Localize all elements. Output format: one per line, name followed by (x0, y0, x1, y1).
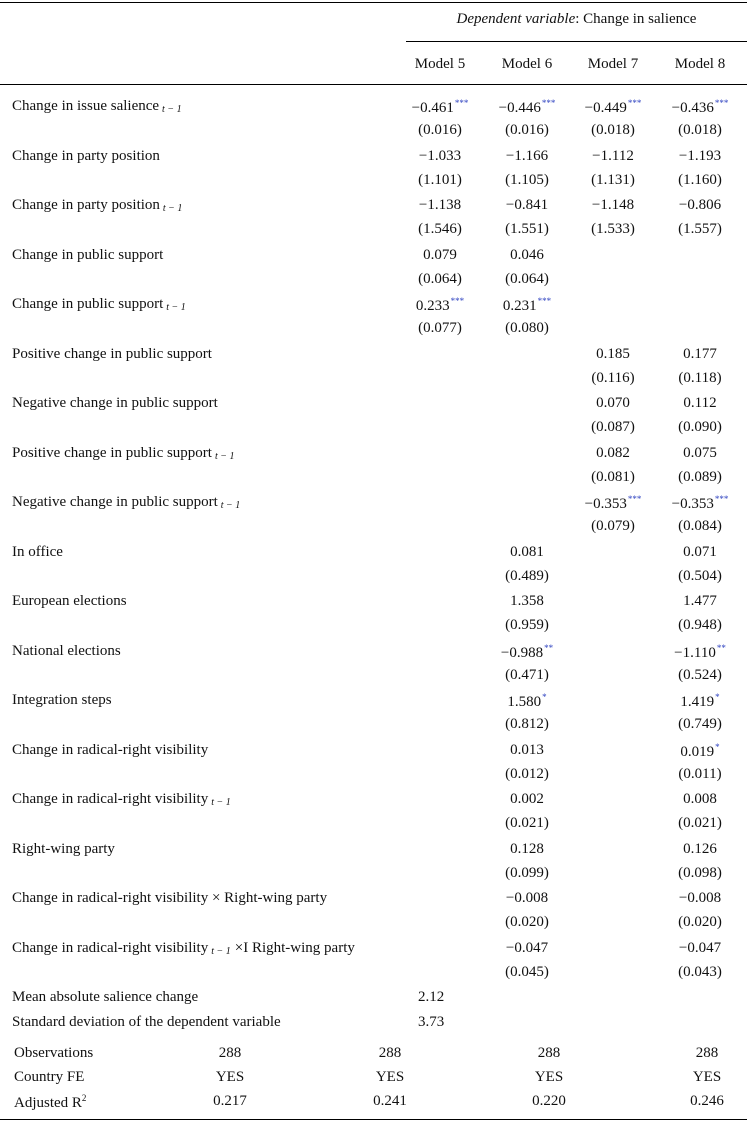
row-label-text: Change in party position (12, 148, 160, 164)
bottom-label-text: Adjusted R (14, 1095, 82, 1111)
significance-stars: *** (627, 494, 642, 504)
coef-cell (657, 593, 743, 610)
coef-value: 0.177 (683, 346, 717, 362)
se-cell: (0.116) (591, 370, 635, 386)
row-label-text: Change in radical-right visibility (12, 742, 209, 758)
se-cell: (0.021) (678, 815, 722, 831)
coef-cell (657, 841, 743, 858)
row-label (12, 841, 115, 858)
coef-value: −0.841 (505, 197, 549, 213)
row-label (12, 544, 63, 561)
significance-stars: * (715, 692, 720, 702)
row-label-text: Change in public support (12, 247, 164, 263)
bottom-value: 0.246 (690, 1093, 724, 1109)
se-cell: (0.489) (505, 568, 549, 584)
se-cell: (0.079) (591, 518, 635, 534)
se-cell: (0.080) (505, 320, 549, 336)
coef-value: 0.128 (510, 841, 544, 857)
summary-label: Mean absolute salience change (12, 989, 199, 1005)
dv-italic: Dependent variable (456, 11, 576, 27)
row-label (12, 346, 212, 363)
se-cell: (0.524) (678, 667, 722, 683)
se-cell: (1.551) (505, 221, 549, 237)
significance-stars: * (715, 742, 720, 752)
coef-value: −0.449 (584, 100, 627, 116)
coef-value: 0.002 (510, 791, 544, 807)
se-cell: (0.749) (678, 716, 722, 732)
row-label (12, 643, 121, 660)
coef-value: −0.436 (671, 100, 714, 116)
se-cell: (0.098) (678, 865, 722, 881)
coef-cell (397, 296, 483, 315)
se-cell: (0.471) (505, 667, 549, 683)
coef-cell (657, 791, 743, 808)
bottom-value: YES (534, 1069, 564, 1085)
se-cell: (1.160) (678, 172, 722, 188)
row-label (12, 593, 127, 610)
coef-cell (657, 395, 743, 412)
coef-value: 0.112 (683, 395, 717, 411)
coef-cell (484, 692, 570, 711)
row-label (12, 197, 182, 214)
coef-cell (657, 643, 743, 662)
coef-cell (657, 98, 743, 117)
coef-cell (484, 247, 570, 264)
row-label-text: Positive change in public support (12, 445, 212, 461)
coef-value: 0.070 (596, 395, 630, 411)
coef-cell (657, 148, 743, 165)
coef-cell (570, 346, 656, 363)
se-cell: (0.087) (591, 419, 635, 435)
coef-value: −0.008 (678, 890, 722, 906)
bottom-label-text: Observations (14, 1045, 94, 1061)
row-label-text: In office (12, 544, 63, 560)
row-label (12, 742, 208, 759)
coef-cell (484, 791, 570, 808)
coef-value: 0.233 (415, 298, 450, 314)
coef-cell (397, 98, 483, 117)
coef-value: −1.148 (591, 197, 635, 213)
top-rule (0, 2, 747, 3)
coef-value: 1.477 (683, 593, 717, 609)
significance-stars: *** (537, 296, 552, 306)
se-cell: (0.018) (678, 122, 722, 138)
row-label-text: Change in party position (12, 197, 160, 213)
coef-value: −1.138 (418, 197, 462, 213)
bottom-value: 0.241 (373, 1093, 407, 1109)
coef-value: 1.580 (507, 694, 542, 710)
coef-cell (570, 197, 656, 214)
significance-stars: *** (450, 296, 465, 306)
bottom-label (14, 1045, 93, 1062)
coef-cell (484, 742, 570, 759)
coef-cell (657, 742, 743, 761)
coef-cell (484, 643, 570, 662)
se-cell: (0.020) (678, 914, 722, 930)
coef-cell (657, 940, 743, 957)
coef-cell (657, 346, 743, 363)
coef-value: −1.193 (678, 148, 722, 164)
coef-value: −1.112 (592, 148, 634, 164)
significance-stars: *** (714, 494, 729, 504)
bottom-value: 0.217 (213, 1093, 247, 1109)
se-cell: (0.948) (678, 617, 722, 633)
se-cell: (0.012) (505, 766, 549, 782)
row-label-text: Right-wing party (12, 841, 115, 857)
coef-value: 0.008 (683, 791, 717, 807)
coef-value: 0.013 (510, 742, 544, 758)
bottom-value: 288 (218, 1045, 242, 1061)
coef-value: 0.081 (510, 544, 544, 560)
coef-cell (657, 494, 743, 513)
significance-stars: *** (541, 98, 556, 108)
row-label-text: Positive change in public support (12, 346, 212, 362)
row-label-subscript: t − 1 (211, 797, 231, 808)
row-label (12, 791, 231, 808)
se-cell: (0.011) (678, 766, 722, 782)
model-header-6: Model 6 (501, 56, 553, 72)
coef-cell (484, 544, 570, 561)
coef-value: −0.047 (505, 940, 549, 956)
bottom-value: 288 (537, 1045, 561, 1061)
header-rule (0, 84, 747, 85)
summary-label: Standard deviation of the dependent variable (12, 1014, 281, 1030)
coef-value: 0.231 (502, 298, 537, 314)
coef-cell (570, 494, 656, 513)
coef-cell (397, 247, 483, 264)
summary-value: 3.73 (418, 1014, 445, 1030)
se-cell: (0.064) (418, 271, 462, 287)
coef-value: 0.046 (510, 247, 544, 263)
significance-stars: *** (714, 98, 729, 108)
coef-cell (570, 395, 656, 412)
coef-value: −1.166 (505, 148, 549, 164)
coef-value: −0.047 (678, 940, 722, 956)
dv-underline (406, 41, 747, 42)
se-cell: (1.546) (418, 221, 462, 237)
significance-stars: *** (627, 98, 642, 108)
coef-value: −1.033 (418, 148, 462, 164)
se-cell: (0.016) (418, 122, 462, 138)
model-header-8: Model 8 (674, 56, 726, 72)
se-cell: (0.045) (505, 964, 549, 980)
se-cell: (0.812) (505, 716, 549, 732)
bottom-value: YES (215, 1069, 245, 1085)
se-cell: (0.959) (505, 617, 549, 633)
dv-rest: : Change in salience (575, 11, 697, 27)
se-cell: (0.504) (678, 568, 722, 584)
bottom-label-sup: 2 (81, 1093, 87, 1103)
coef-value: 0.079 (423, 247, 457, 263)
bottom-value: 0.220 (532, 1093, 566, 1109)
bottom-value: YES (375, 1069, 405, 1085)
row-label-text: Negative change in public support (12, 494, 218, 510)
coef-value: 0.019 (680, 744, 715, 760)
coef-cell (484, 148, 570, 165)
model-header-5: Model 5 (414, 56, 466, 72)
coef-value: −0.008 (505, 890, 549, 906)
coef-cell (484, 940, 570, 957)
bottom-value: YES (692, 1069, 722, 1085)
coef-value: 0.075 (683, 445, 717, 461)
significance-stars: *** (454, 98, 469, 108)
coef-cell (657, 197, 743, 214)
row-label (12, 494, 240, 511)
coef-cell (484, 197, 570, 214)
coef-value: −1.110 (674, 645, 716, 661)
se-cell: (0.016) (505, 122, 549, 138)
coef-cell (570, 445, 656, 462)
se-cell: (0.099) (505, 865, 549, 881)
coef-value: −0.446 (498, 100, 541, 116)
coef-cell (484, 98, 570, 117)
row-label-subscript: t − 1 (211, 946, 231, 957)
row-label (12, 692, 112, 709)
se-cell: (0.020) (505, 914, 549, 930)
coef-cell (570, 148, 656, 165)
coef-value: −0.461 (411, 100, 454, 116)
coef-value: −0.806 (678, 197, 722, 213)
summary-value: 2.12 (418, 989, 445, 1005)
se-cell: (1.131) (591, 172, 635, 188)
se-cell: (0.077) (418, 320, 462, 336)
se-cell: (0.081) (591, 469, 635, 485)
row-label-text: Change in radical-right visibility (12, 940, 209, 956)
row-label (12, 247, 163, 264)
coef-value: 1.358 (510, 593, 544, 609)
coef-cell (484, 296, 570, 315)
se-cell: (1.101) (418, 172, 462, 188)
significance-stars: ** (716, 643, 726, 653)
coef-cell (657, 544, 743, 561)
se-cell: (1.557) (678, 221, 722, 237)
row-label (12, 940, 355, 957)
coef-cell (657, 445, 743, 462)
bottom-value: 288 (695, 1045, 719, 1061)
row-label-text: National elections (12, 643, 121, 659)
coef-cell (657, 890, 743, 907)
model-header-7: Model 7 (587, 56, 639, 72)
coef-value: 0.082 (596, 445, 630, 461)
coef-cell (397, 197, 483, 214)
bottom-label-text: Country FE (14, 1069, 85, 1085)
coef-value: 0.071 (683, 544, 717, 560)
se-cell: (0.021) (505, 815, 549, 831)
row-label (12, 98, 182, 115)
se-cell: (0.084) (678, 518, 722, 534)
row-label-text: Change in issue salience (12, 98, 160, 114)
row-label (12, 890, 327, 907)
se-cell: (0.089) (678, 469, 722, 485)
row-label-subscript: t − 1 (162, 203, 183, 214)
se-cell: (1.533) (591, 221, 635, 237)
se-cell: (1.105) (505, 172, 549, 188)
row-label (12, 296, 186, 313)
row-label-text: European elections (12, 593, 127, 609)
row-label (12, 395, 218, 412)
coef-cell (484, 890, 570, 907)
row-label-text: Change in public support (12, 296, 164, 312)
row-label-subscript: t − 1 (214, 451, 235, 462)
coef-value: −0.353 (584, 496, 627, 512)
row-label-text: Change in radical-right visibility (12, 791, 209, 807)
coef-value: −0.988 (500, 645, 544, 661)
row-label-suffix: ×I Right-wing party (234, 940, 355, 956)
coef-cell (657, 692, 743, 711)
row-label (12, 445, 235, 462)
se-cell: (0.090) (678, 419, 722, 435)
se-cell: (0.118) (678, 370, 722, 386)
bottom-label (14, 1093, 86, 1112)
row-label (12, 148, 160, 165)
row-label-subscript: t − 1 (166, 302, 186, 313)
row-label-subscript: t − 1 (162, 104, 182, 115)
se-cell: (0.043) (678, 964, 722, 980)
significance-stars: * (542, 692, 547, 702)
coef-cell (570, 98, 656, 117)
bottom-rule (0, 1119, 747, 1120)
row-label-text: Integration steps (12, 692, 112, 708)
coef-cell (484, 593, 570, 610)
row-label-text: Negative change in public support (12, 395, 218, 411)
se-cell: (0.018) (591, 122, 635, 138)
row-label-text: Change in radical-right visibility × Right-wing party (12, 890, 328, 906)
row-label-subscript: t − 1 (220, 500, 241, 511)
coef-value: 0.185 (596, 346, 630, 362)
dependent-variable-header (406, 11, 747, 28)
coef-value: 1.419 (680, 694, 715, 710)
significance-stars: ** (544, 643, 554, 653)
bottom-label (14, 1069, 84, 1086)
bottom-value: 288 (378, 1045, 402, 1061)
se-cell: (0.064) (505, 271, 549, 287)
coef-value: 0.126 (683, 841, 717, 857)
coef-value: −0.353 (671, 496, 714, 512)
coef-cell (397, 148, 483, 165)
coef-cell (484, 841, 570, 858)
